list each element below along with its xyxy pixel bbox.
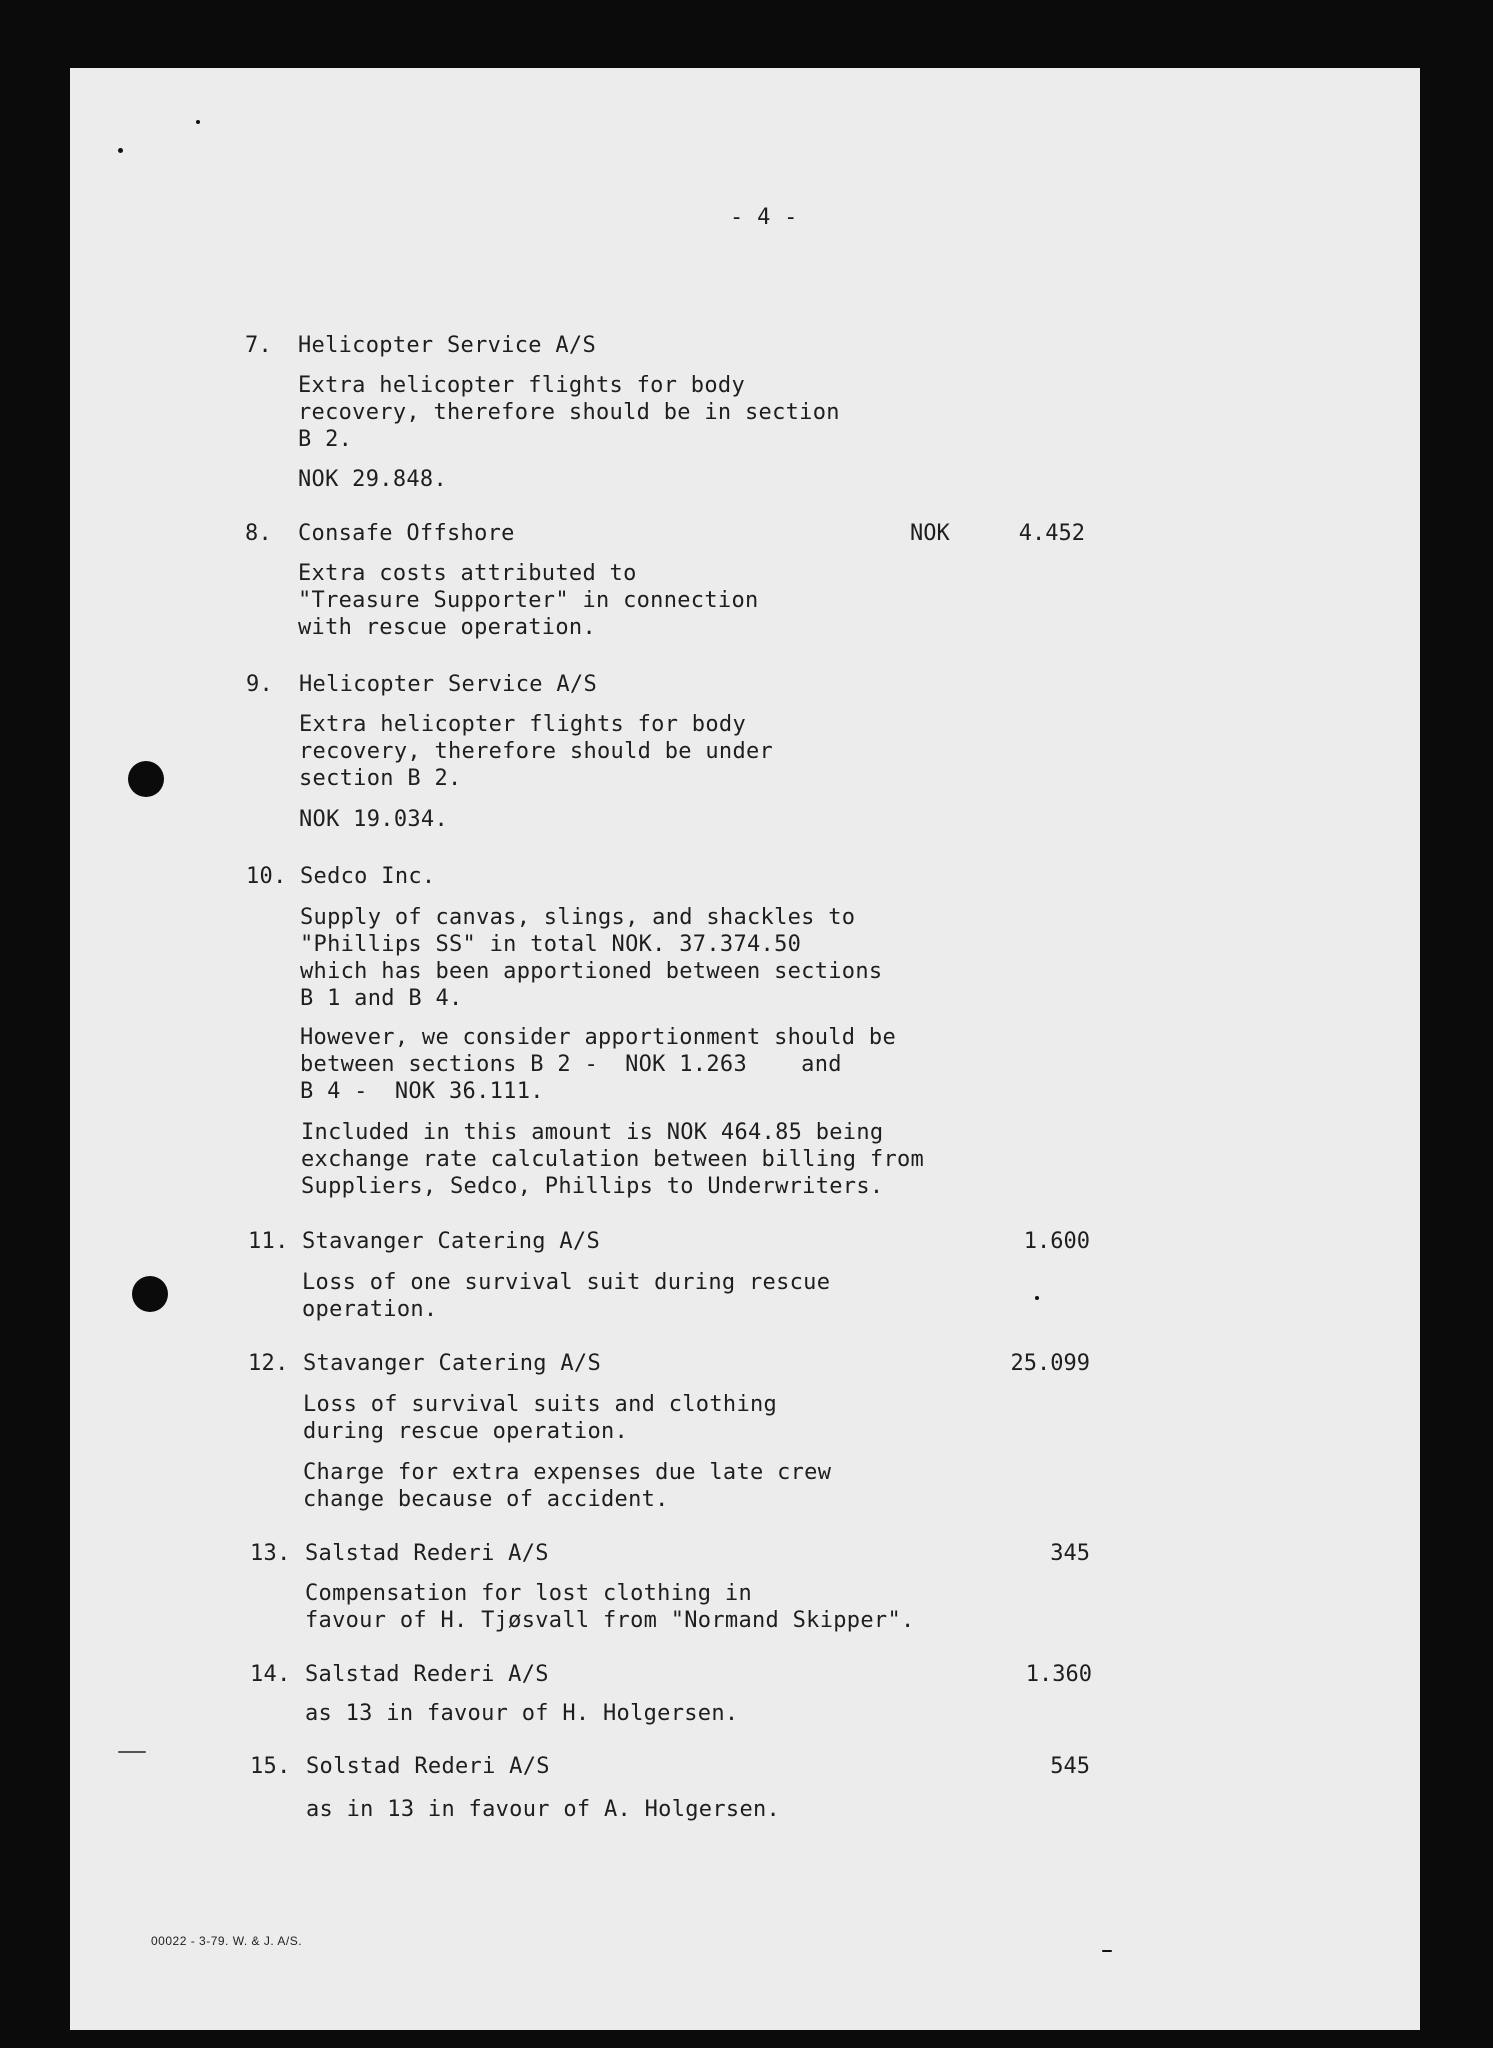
- speck: [1035, 1296, 1039, 1300]
- item-desc-line: section B 2.: [299, 766, 462, 791]
- item-amount: 25.099: [1010, 1351, 1090, 1376]
- item-desc-line: Suppliers, Sedco, Phillips to Underwriters.: [301, 1174, 884, 1199]
- item-desc-line: change because of accident.: [303, 1487, 669, 1512]
- item-title: Sedco Inc.: [300, 864, 436, 889]
- item-desc-line: Compensation for lost clothing in: [305, 1581, 752, 1606]
- item-note: NOK 19.034.: [299, 807, 448, 832]
- item-desc-line: Included in this amount is NOK 464.85 being: [301, 1120, 884, 1145]
- item-number: 11.: [248, 1229, 289, 1254]
- item-number: 14.: [250, 1662, 291, 1687]
- item-desc-line: Extra helicopter flights for body: [299, 712, 746, 737]
- item-number: 10.: [246, 864, 287, 889]
- speck: [1102, 1950, 1112, 1952]
- item-title: Solstad Rederi A/S: [306, 1754, 550, 1779]
- item-desc-line: favour of H. Tjøsvall from "Normand Skipper".: [305, 1608, 915, 1633]
- item-desc-line: Extra costs attributed to: [298, 561, 637, 586]
- speck: [196, 120, 200, 124]
- item-desc-line: "Phillips SS" in total NOK. 37.374.50: [300, 932, 802, 957]
- item-desc-line: B 2.: [298, 427, 353, 452]
- item-desc-line: Loss of one survival suit during rescue: [302, 1270, 831, 1295]
- item-desc-line: between sections B 2 - NOK 1.263 and: [300, 1052, 842, 1077]
- speck: [118, 148, 123, 153]
- speck: [118, 1751, 146, 1753]
- item-title: Salstad Rederi A/S: [305, 1541, 549, 1566]
- item-note: NOK 29.848.: [298, 467, 447, 492]
- item-desc-line: B 1 and B 4.: [300, 986, 463, 1011]
- item-desc-line: which has been apportioned between sections: [300, 959, 883, 984]
- item-desc-line: operation.: [302, 1297, 438, 1322]
- item-number: 13.: [250, 1541, 291, 1566]
- item-amount: 1.360: [1025, 1662, 1092, 1687]
- item-title: Helicopter Service A/S: [299, 672, 597, 697]
- punch-hole: [128, 761, 164, 797]
- item-desc-line: as 13 in favour of H. Holgersen.: [305, 1701, 739, 1726]
- item-title: Stavanger Catering A/S: [303, 1351, 601, 1376]
- item-desc-line: exchange rate calculation between billing from: [301, 1147, 925, 1172]
- item-desc-line: Charge for extra expenses due late crew: [303, 1460, 832, 1485]
- item-number: 9.: [246, 672, 274, 697]
- printer-mark: 00022 - 3-79. W. & J. A/S.: [151, 1934, 303, 1948]
- item-amount: 345: [1050, 1541, 1090, 1566]
- item-title: Stavanger Catering A/S: [302, 1229, 600, 1254]
- page-number: - 4 -: [730, 205, 798, 230]
- item-desc-line: However, we consider apportionment should be: [300, 1025, 896, 1050]
- item-desc-line: Loss of survival suits and clothing: [303, 1392, 778, 1417]
- item-desc-line: recovery, therefore should be under: [299, 739, 774, 764]
- item-desc-line: as in 13 in favour of A. Holgersen.: [306, 1797, 781, 1822]
- item-desc-line: recovery, therefore should be in section: [298, 400, 840, 425]
- item-title: Salstad Rederi A/S: [305, 1662, 549, 1687]
- item-title: Consafe Offshore: [298, 521, 515, 546]
- item-amount: 1.600: [1023, 1229, 1090, 1254]
- item-desc-line: "Treasure Supporter" in connection: [298, 588, 759, 613]
- item-desc-line: during rescue operation.: [303, 1419, 629, 1444]
- item-number: 8.: [245, 521, 273, 546]
- item-title: Helicopter Service A/S: [298, 333, 596, 358]
- item-desc-line: Extra helicopter flights for body: [298, 373, 745, 398]
- punch-hole: [132, 1276, 168, 1312]
- item-desc-line: Supply of canvas, slings, and shackles to: [300, 905, 856, 930]
- item-number: 7.: [245, 333, 273, 358]
- item-desc-line: with rescue operation.: [298, 615, 596, 640]
- item-desc-line: B 4 - NOK 36.111.: [300, 1079, 544, 1104]
- item-number: 12.: [248, 1351, 289, 1376]
- item-currency: NOK: [910, 521, 950, 546]
- item-amount: 4.452: [1018, 521, 1085, 546]
- item-number: 15.: [250, 1754, 291, 1779]
- item-amount: 545: [1050, 1754, 1090, 1779]
- document-page: [70, 68, 1420, 2030]
